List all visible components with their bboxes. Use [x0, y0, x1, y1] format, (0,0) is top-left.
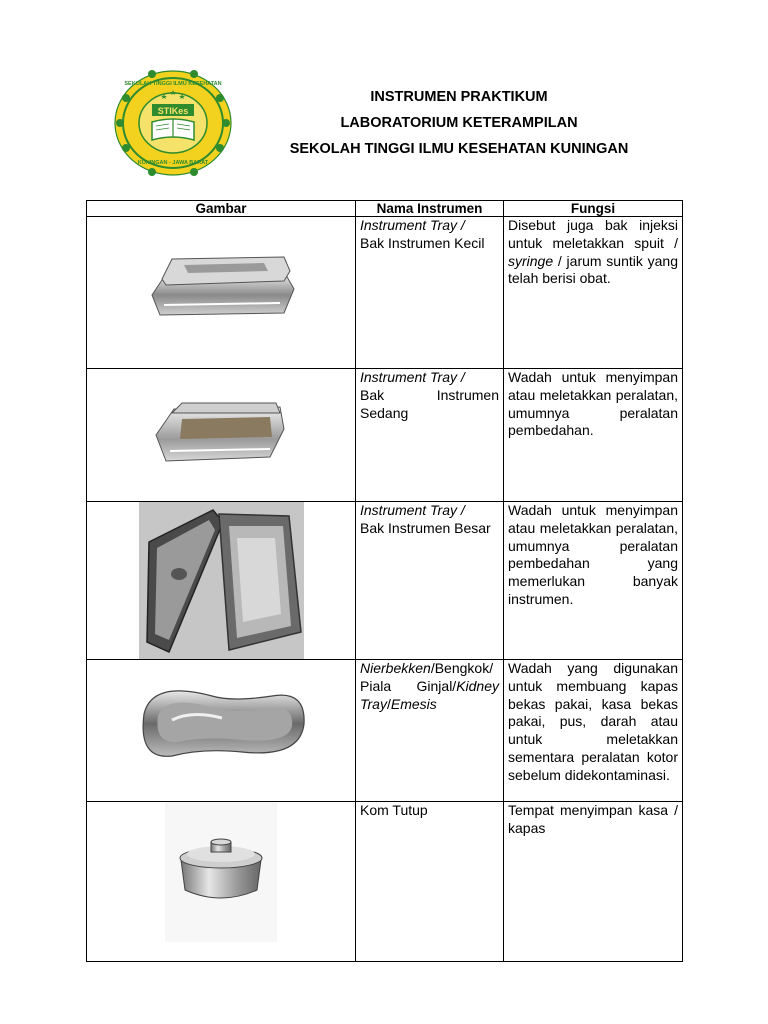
svg-text:SEKOLAH TINGGI ILMU KESEHATAN: SEKOLAH TINGGI ILMU KESEHATAN [124, 81, 222, 87]
logo-text: STIKes [157, 106, 189, 116]
large-instrument-tray-image [139, 502, 304, 659]
column-header-nama: Nama Instrumen [356, 201, 504, 217]
instrument-function: Wadah yang digunakan untuk membuang kapas bekas pakai, kasa bekas pakai, pus, darah atau untuk meletakkan sementara peralatan kotor sebelum didekontaminasi. [504, 660, 683, 802]
table-row [87, 802, 683, 962]
image-cell [87, 217, 356, 369]
instrument-name: Kom Tutup [356, 802, 504, 962]
instrument-name: Instrument Tray / Bak Instrumen Kecil [356, 217, 504, 369]
header-title: INSTRUMEN PRAKTIKUM [370, 89, 548, 105]
image-cell [87, 802, 356, 962]
image-cell [87, 660, 356, 802]
instrument-function: Wadah untuk menyimpan atau meletakkan peralatan, umumnya peralatan pembedahan yang memerlukan banyak instrumen. [504, 502, 683, 660]
header-institution: SEKOLAH TINGGI ILMU KESEHATAN KUNINGAN [289, 141, 629, 157]
header-subtitle: LABORATORIUM KETERAMPILAN [340, 115, 578, 131]
small-instrument-tray-image [144, 217, 300, 368]
table-row [87, 217, 683, 369]
instrument-function: Tempat menyimpan kasa / kapas [504, 802, 683, 962]
stikes-logo [112, 68, 234, 178]
svg-text:KUNINGAN - JAWA BARAT: KUNINGAN - JAWA BARAT [137, 160, 209, 166]
medium-instrument-tray-image [152, 369, 292, 501]
table-header-row [87, 201, 683, 217]
table-row [87, 502, 683, 660]
instrument-name: Instrument Tray / Bak Instrumen Sedang [356, 369, 504, 502]
instrument-table [86, 200, 683, 962]
kidney-tray-image [122, 660, 320, 801]
image-cell [87, 502, 356, 660]
instrument-name: Nierbekken/Bengkok/ Piala Ginjal/Kidney Tray/Emesis [356, 660, 504, 802]
instrument-function: Wadah untuk menyimpan atau meletakkan peralatan, umumnya peralatan pembedahan. [504, 369, 683, 502]
document-header [250, 84, 668, 162]
instrument-function: Disebut juga bak injeksi untuk meletakkan spuit / syringe / jarum suntik yang telah berisi obat. [504, 217, 683, 369]
instrument-name: Instrument Tray / Bak Instrumen Besar [356, 502, 504, 660]
table-row [87, 660, 683, 802]
column-header-fungsi: Fungsi [504, 201, 683, 217]
table-row [87, 369, 683, 502]
column-header-gambar: Gambar [87, 201, 356, 217]
covered-bowl-image [165, 802, 277, 942]
image-cell [87, 369, 356, 502]
